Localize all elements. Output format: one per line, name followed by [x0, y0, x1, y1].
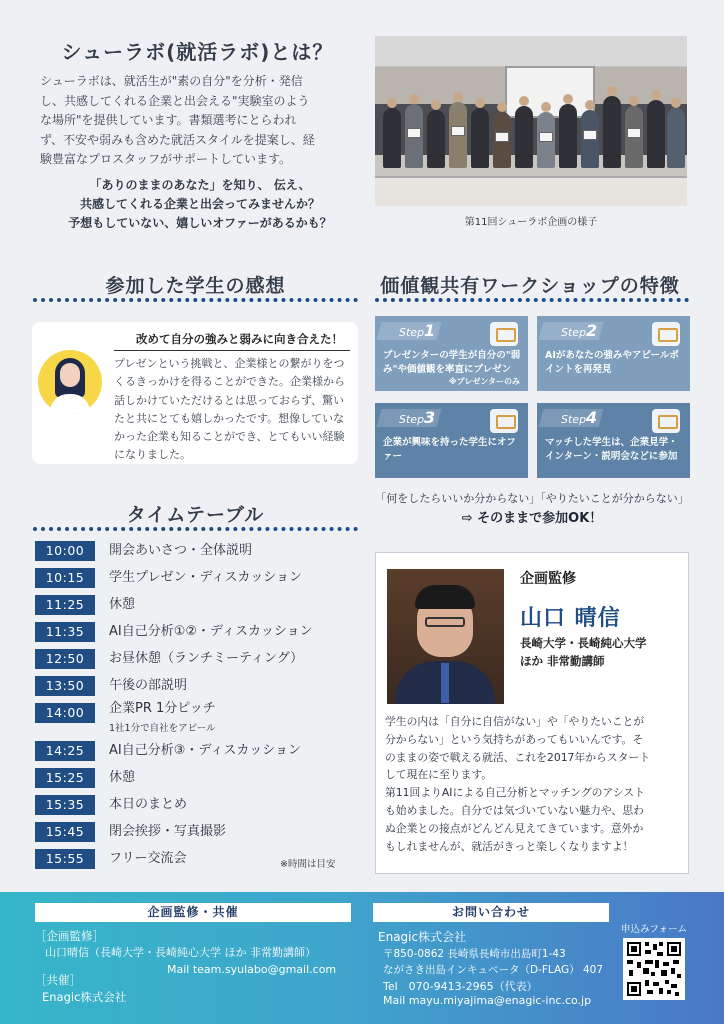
message-line: 分からない」という気持ちがあってもいいんです。そ	[385, 732, 644, 746]
impression-line: くるきっかけを得ることができた。企業様から	[114, 375, 345, 389]
step-text: AIがあなたの強みやアピールポイントを再発見	[545, 350, 679, 375]
step-text: 企業が興味を持った学生にオファー	[383, 437, 516, 462]
message-line: も始めました。自分では気づいていない魅力や、思わ	[385, 803, 644, 817]
time-cell: 11:35	[35, 622, 95, 642]
presentation-icon	[490, 322, 518, 346]
footer-sup-label: ［企画監修］	[35, 929, 104, 943]
intro-paragraph	[40, 72, 365, 170]
intro-line: 験豊富なプロスタッフがサポートしています。	[40, 152, 292, 166]
application-qr-code[interactable]	[623, 938, 685, 1000]
footer-sup-name: 山口晴信（長崎大学・長崎純心大学 ほか 非常勤講師）	[45, 946, 316, 959]
footer-left-title: 企画監修・共催	[35, 903, 351, 922]
schedule-item: 休憩	[109, 597, 136, 612]
magnifier-icon	[652, 322, 680, 346]
schedule-item: 開会あいさつ・全体説明	[109, 543, 253, 558]
step-label: Step4	[561, 408, 598, 427]
contact-address: 〒850-0862 長崎県長崎市出島町1-43	[383, 948, 566, 960]
time-cell: 12:50	[35, 649, 95, 669]
step-label: Step2	[561, 321, 598, 340]
schedule-item-sub: 1社1分で自社をアピール	[109, 723, 216, 734]
schedule-item: 学生プレゼン・ディスカッション	[109, 570, 303, 585]
intro-line: な場所"を提供しています。書類選考にとらわれ	[40, 113, 297, 127]
step-label: Step3	[399, 408, 436, 427]
student-avatar	[38, 350, 102, 414]
timetable-note: ※時間は目安	[280, 859, 336, 870]
supervisor-name: 山口 晴信	[520, 606, 621, 631]
section-divider	[375, 298, 689, 302]
schedule-item: 閉会挨拶・写真撮影	[109, 824, 227, 839]
impression-card	[32, 322, 358, 464]
workshop-step-4	[537, 403, 690, 478]
supervisor-photo	[387, 569, 504, 704]
contact-company: Enagic株式会社	[378, 930, 467, 944]
schedule-item: AI自己分析③・ディスカッション	[109, 743, 301, 758]
qr-label: 申込みフォーム	[621, 924, 688, 935]
schedule-item: 午後の部説明	[109, 678, 188, 693]
impression-line: たと共にとても嬉しかったです。想像していな	[114, 411, 345, 425]
catch-line: 「ありのままのあなた」を知り、 伝え、	[89, 178, 311, 192]
timetable-title: タイムテーブル	[126, 504, 265, 526]
impression-line: 話しかけていただけるとは思っておらず、驚い	[114, 393, 345, 407]
intro-line: ず、不安や弱みも含めた就活スタイルを提案し、経	[40, 132, 315, 147]
catch-line: 共感してくれる企業と出会ってみませんか？	[79, 197, 320, 211]
section-divider	[33, 298, 358, 302]
contact-address: ながさき出島インキュベータ（D-FLAG） 407	[383, 964, 604, 976]
message-line: もしれませんが、就活がきっと楽しくなりますよ！	[385, 839, 634, 853]
contact-mail: Mail mayu.miyajima@enagic-inc.co.jp	[383, 994, 592, 1007]
workshop-bottom-line: 「何をしたらいいか分からない」「やりたいことが分からない」	[375, 492, 689, 505]
message-line: して現在に至ります。	[385, 768, 493, 782]
photo-caption: 第11回シューラボ企画の様子	[464, 217, 598, 228]
time-cell: 15:45	[35, 822, 95, 842]
time-cell: 15:55	[35, 849, 95, 869]
workshop-title: 価値観共有ワークショップの特徴	[380, 275, 680, 297]
time-cell: 14:00	[35, 703, 95, 723]
impression-card-title: 改めて自分の強みと弱みに向き合えた！	[136, 332, 343, 346]
step-note: ※プレゼンターのみ	[448, 377, 520, 386]
schedule-item: お昼休憩（ランチミーティング）	[109, 651, 304, 666]
person-icon	[652, 409, 680, 433]
event-photo	[375, 36, 687, 206]
footer-co-name: Enagic株式会社	[42, 990, 127, 1004]
supervisor-affiliation: 長崎大学・長崎純心大学	[520, 636, 647, 650]
time-cell: 11:25	[35, 595, 95, 615]
schedule-item: 休憩	[109, 770, 136, 785]
monitor-icon	[490, 409, 518, 433]
impression-line: かった企業も知ることができ、とてもいい経験	[114, 430, 345, 444]
footer-right-title: お問い合わせ	[373, 903, 609, 922]
supervisor-message	[385, 713, 685, 855]
divider	[114, 350, 350, 351]
supervisor-box	[375, 552, 689, 874]
impression-line: になりました。	[114, 448, 191, 462]
time-cell: 13:50	[35, 676, 95, 696]
intro-line: シューラボは、就活生が"素の自分"を分析・発信	[40, 74, 303, 88]
schedule-item: 企業PR 1分ピッチ	[109, 701, 216, 716]
message-line: 学生の内は「自分に自信がない」や「やりたいことが	[385, 715, 645, 728]
schedule-item: AI自己分析①②・ディスカッション	[109, 624, 313, 639]
section-divider	[33, 527, 358, 531]
schedule-item: 本日のまとめ	[109, 797, 188, 812]
contact-tel: Tel 070-9413-2965（代表）	[383, 980, 538, 993]
workshop-step-1	[375, 316, 528, 391]
impressions-title: 参加した学生の感想	[105, 275, 286, 297]
footer-co-label: ［共催］	[35, 973, 81, 987]
message-line: のままの姿で戦える就活、これを2017年からスタート	[385, 750, 651, 764]
time-cell: 14:25	[35, 741, 95, 761]
message-line: 第11回よりAIによる自己分析とマッチングのアシスト	[385, 786, 645, 800]
supervisor-affiliation: ほか 非常勤講師	[520, 654, 605, 668]
time-cell: 10:15	[35, 568, 95, 588]
message-line: ぬ企業との接点がどんどん見えてきています。意外か	[385, 821, 644, 835]
time-cell: 15:25	[35, 768, 95, 788]
intro-title: シューラボ(就活ラボ)とは？	[61, 40, 334, 64]
impression-text	[114, 355, 352, 465]
catch-line: 予想もしていない、嬉しいオファーがあるかも？	[68, 216, 332, 230]
time-cell: 15:35	[35, 795, 95, 815]
intro-line: し、共感してくれる企業と出会える"実験室のよう	[40, 93, 310, 108]
intro-catch	[36, 176, 364, 233]
footer-sup-mail: Mail team.syulabo@gmail.com	[167, 963, 337, 976]
step-text: マッチした学生は、企業見学・インターン・説明会などに参加	[545, 437, 678, 462]
workshop-cta: ⇨ そのままで参加OK！	[461, 511, 603, 526]
time-cell: 10:00	[35, 541, 95, 561]
step-text: プレゼンターの学生が自分の"弱み"や価値観を率直にプレゼン	[383, 350, 521, 375]
schedule-item: フリー交流会	[109, 851, 187, 866]
supervisor-heading: 企画監修	[520, 571, 576, 587]
impression-line: プレゼンという挑戦と、企業様との繋がりをつ	[114, 357, 345, 370]
workshop-step-2	[537, 316, 690, 391]
workshop-step-3	[375, 403, 528, 478]
step-label: Step1	[399, 321, 436, 340]
